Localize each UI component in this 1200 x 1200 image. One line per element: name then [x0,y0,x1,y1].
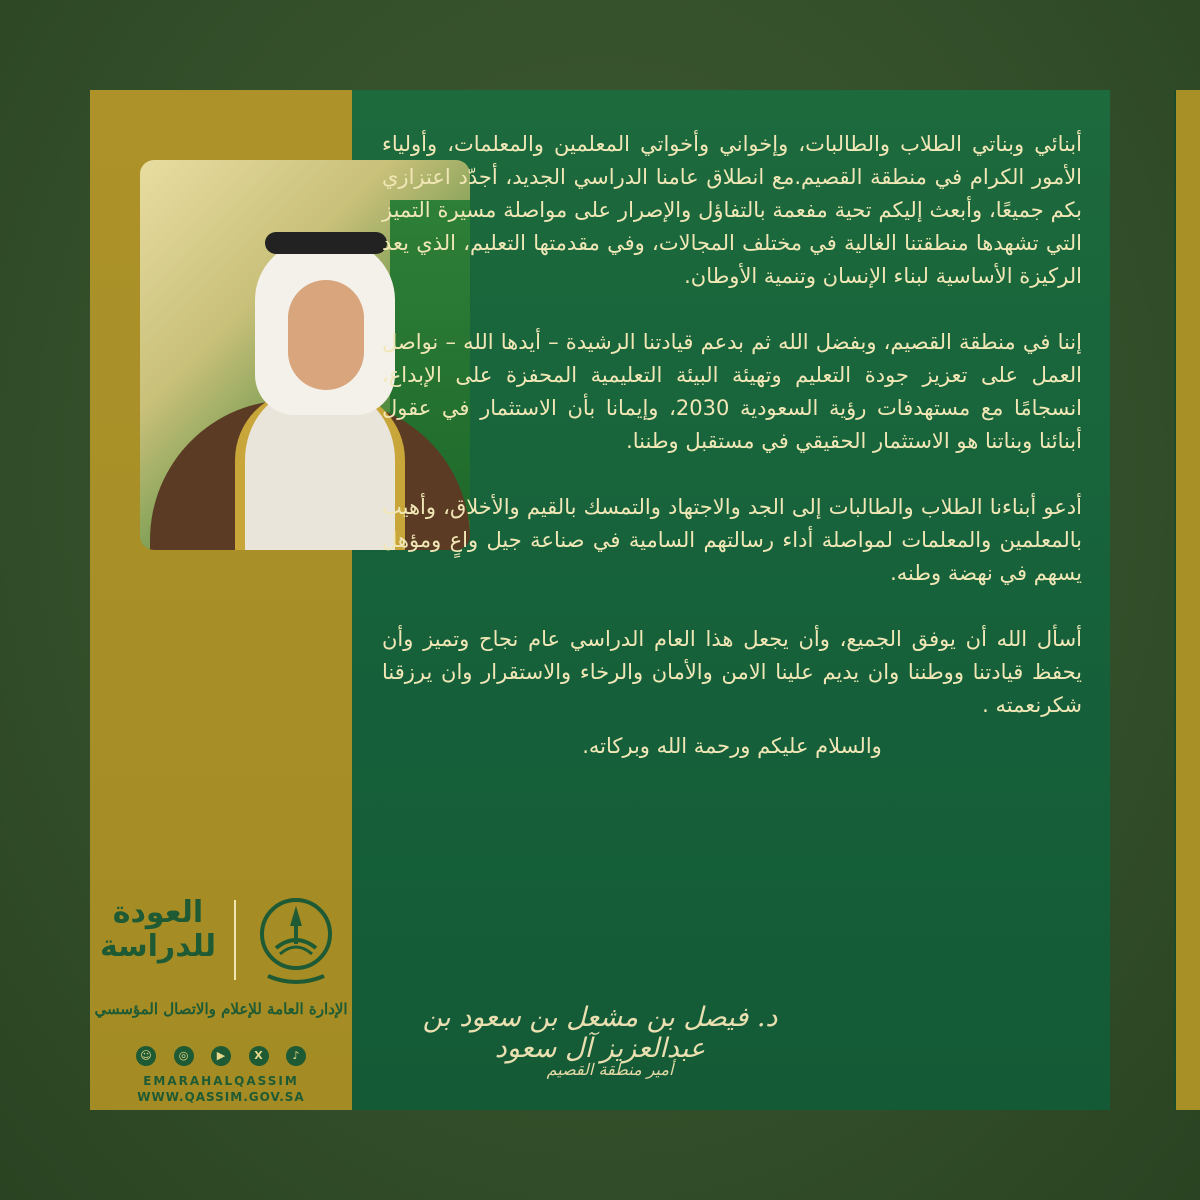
message-paragraph-2: إننا في منطقة القصيم، وبفضل الله ثم بدعم قيادتنا الرشيدة – أيدها الله – نواصل العمل على تعزيز جودة التعليم وتهيئة البيئة التعليمية المحفزة على الإبداع، انسجامًا مع مستهدفات رؤية السعودية 2030، وإيمانا بأن الاستثمار في عقول أبنائنا وبناتنا هو الاستثمار الحقيقي في مستقبل وطننا. [382,330,1083,453]
campaign-line-1: العودة [112,895,204,930]
message-paragraph-1: أبنائي وبناتي الطلاب والطالبات، وإخواني وأخواتي المعلمين والمعلمات، وأولياء الأمور الكرام في منطقة القصيم.مع انطلاق عامنا الدراسي الجديد، أجدّد اعتزازي بكم جميعًا، وأبعث إليكم تحية مفعمة بالتفاؤل والإصرار على مواصلة مسيرة التميز التي تشهدها منطقتنا الغالية في مختلف المجالات، وفي مقدمتها التعليم، الذي يعد الركيزة الأساسية لبناء الإنسان وتنمية الأوطان. [382,132,1082,288]
back-to-school-logo [96,896,220,964]
social-handle: EMARAHALQASSIM [143,1074,299,1088]
emirate-emblem-icon [250,892,342,988]
website-url[interactable]: WWW.QASSIM.GOV.SA [137,1090,305,1104]
message-paragraph-4: أسأل الله أن يوفق الجميع، وأن يجعل هذا العام الدراسي عام نجاح وتميز وأن يحفظ قيادتنا ووطننا وان يديم علينا الامن والأمان والرخاء والاستقرار وان يرزقنا شكرنعمته . [382,627,1082,717]
portrait-agal [265,232,387,254]
department-name: الإدارة العامة للإعلام والاتصال المؤسسي [94,1000,348,1018]
signature-title: أمير منطقة القصيم [546,1060,674,1079]
social-icons [136,1046,306,1068]
instagram-icon[interactable]: ◎ [174,1046,194,1066]
youtube-icon[interactable]: ▶ [211,1046,231,1066]
snapchat-icon[interactable]: ☺ [136,1046,156,1066]
signature-name: د. فيصل بن مشعل بن سعود بن عبدالعزيز آل سعود [422,1002,778,1064]
message-text [382,128,1082,796]
x-icon[interactable]: X [249,1046,269,1066]
logo-divider [234,900,236,980]
message-closing: والسلام عليكم ورحمة الله وبركاته. [582,734,882,758]
campaign-line-2: للدراسة [99,929,217,964]
portrait-face [288,280,364,390]
message-paragraph-3: أدعو أبناءنا الطلاب والطالبات إلى الجد والاجتهاد والتمسك بالقيم والأخلاق، وأهيب بالمعلمين والمعلمات لمواصلة أداء رسالتهم السامية في صناعة جيل واعٍ ومؤهل يسهم في نهضة وطنه. [382,495,1082,585]
next-slide-edge [1176,90,1200,1110]
tiktok-icon[interactable]: ♪ [286,1046,306,1066]
